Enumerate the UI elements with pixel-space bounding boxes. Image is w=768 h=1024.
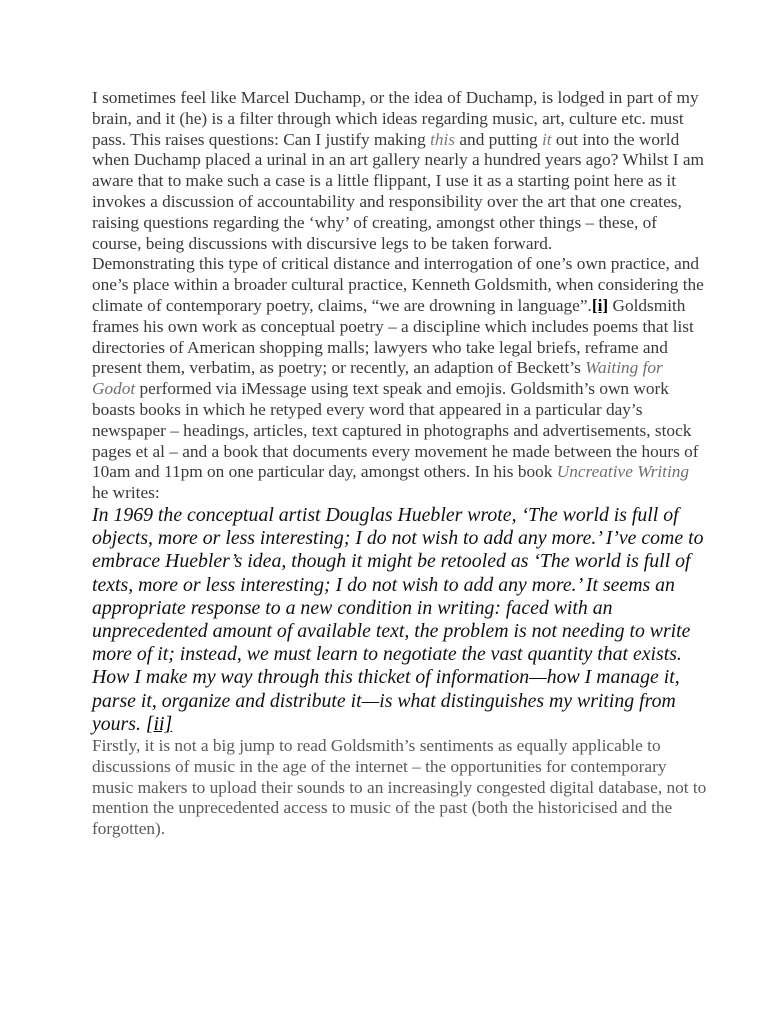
italic-it: it xyxy=(541,129,552,149)
quote-text: In 1969 the conceptual artist Douglas Huebler wrote, ‘The world is full of objects, more or less interesting; I do not wish to add any more.’ I’ve come to embrace Huebler’s idea, though it might be retooled as ‘The world is full of texts, more or less interesting; I do not wish to add any more.’ It seems an appropriate response to a new condition in writing: faced with an unprecedented amount of available text, the problem is not needing to write more of it; instead, we must learn to negotiate the vast quantity that exists. How I make my way through this thicket of information—how I manage it, parse it, organize and distribute it—is what distinguishes my writing from yours. xyxy=(92,503,704,735)
italic-this: this xyxy=(430,129,456,149)
body-paragraph-1 xyxy=(92,88,708,254)
paragraph-text: performed via iMessage using text speak and emojis. Goldsmith’s own work boasts books in which he retyped every word that appeared in a particular day’s newspaper – headings, articles, text captured in photographs and advertisements, stock pages et al – and a book that documents every movement he made between the hours of 10am and 11pm on one particular day, amongst others. In his book xyxy=(92,379,699,482)
italic-title-uncreative-writing: Uncreative Writing xyxy=(556,462,690,482)
paragraph-text: out into the world when Duchamp placed a urinal in an art gallery nearly a hundred years ago? Whilst I am aware that to make such a case is a little flippant, I use it as a starting point here as it invokes a discussion of accountability and responsibility over the art that one creates, raising questions regarding the ‘why’ of creating, amongst other things – these, of course, being discussions with discursive legs to be taken forward. xyxy=(92,129,704,253)
paragraph-text: Goldsmith frames his own work as conceptual poetry – a discipline which includes poems that list directories of American shopping malls; lawyers who take legal briefs, reframe and present them, verbatim, as poetry; or recently, an adaption of Beckett’s xyxy=(92,295,694,378)
paragraph-text: Firstly, it is not a big jump to read Goldsmith’s sentiments as equally applicable to discussions of music in the age of the internet – the opportunities for contemporary music makers to upload their sounds to an increasingly congested digital database, not to mention the unprecedented access to music of the past (both the historicised and the forgotten). xyxy=(92,735,707,839)
body-paragraph-2 xyxy=(92,254,708,504)
footnote-link-i[interactable]: [i] xyxy=(591,295,609,315)
paragraph-text: Demonstrating this type of critical distance and interrogation of one’s own practice, and one’s place within a broader cultural practice, Kenneth Goldsmith, when considering the climate of contemporary poetry, claims, “we are drowning in language”. xyxy=(92,254,704,315)
paragraph-text: and putting xyxy=(455,129,542,149)
paragraph-text: he writes: xyxy=(92,483,160,503)
block-quote xyxy=(92,504,708,736)
footnote-link-ii[interactable]: [ii] xyxy=(145,712,173,735)
body-paragraph-3 xyxy=(92,736,708,840)
italic-title-waiting-for-godot: Waiting for Godot xyxy=(92,358,663,399)
paragraph-text: I sometimes feel like Marcel Duchamp, or the idea of Duchamp, is lodged in part of my brain, and it (he) is a filter through which ideas regarding music, art, culture etc. must pass. This raises questions: Can I justify making xyxy=(92,88,699,149)
